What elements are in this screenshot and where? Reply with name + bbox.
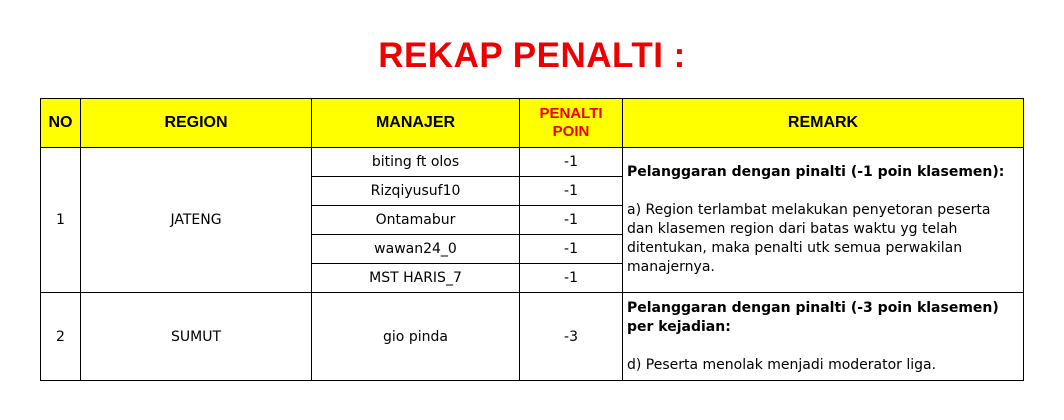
manajer-cell: Rizqiyusuf10 bbox=[312, 177, 520, 206]
header-penalti-poin bbox=[520, 99, 623, 148]
header-penalti-line1: PENALTI bbox=[539, 105, 603, 122]
manajer-cell: wawan24_0 bbox=[312, 235, 520, 264]
remark-cell bbox=[623, 148, 1024, 293]
manajer-cell: gio pinda bbox=[312, 293, 520, 381]
row-region: JATENG bbox=[81, 148, 312, 293]
header-no: NO bbox=[41, 99, 81, 148]
header-manajer: MANAJER bbox=[312, 99, 520, 148]
row-no: 1 bbox=[41, 148, 81, 293]
penalti-cell: -1 bbox=[520, 264, 623, 293]
row-region: SUMUT bbox=[81, 293, 312, 381]
penalti-cell: -1 bbox=[520, 148, 623, 177]
header-row bbox=[41, 99, 1024, 148]
row-no: 2 bbox=[41, 293, 81, 381]
penalti-cell: -1 bbox=[520, 177, 623, 206]
page-title: REKAP PENALTI : bbox=[378, 36, 686, 75]
header-remark: REMARK bbox=[623, 99, 1024, 148]
remark-text: d) Peserta menolak menjadi moderator liga. bbox=[627, 357, 937, 373]
table-row bbox=[41, 148, 1024, 177]
penalty-table bbox=[40, 98, 1024, 381]
table-row bbox=[41, 293, 1024, 381]
manajer-cell: MST HARIS_7 bbox=[312, 264, 520, 293]
manajer-cell: Ontamabur bbox=[312, 206, 520, 235]
header-penalti-line2: POIN bbox=[552, 123, 590, 140]
penalti-cell: -1 bbox=[520, 206, 623, 235]
remark-title: Pelanggaran dengan pinalti (-1 poin klasemen): bbox=[627, 164, 1005, 180]
penalti-cell: -3 bbox=[520, 293, 623, 381]
remark-cell bbox=[623, 293, 1024, 381]
manajer-cell: biting ft olos bbox=[312, 148, 520, 177]
header-region: REGION bbox=[81, 99, 312, 148]
penalti-cell: -1 bbox=[520, 235, 623, 264]
remark-text: a) Region terlambat melakukan penyetoran peserta dan klasemen region dari batas waktu yg telah ditentukan, maka penalti utk semua perwakilan manajernya. bbox=[627, 202, 991, 275]
remark-title: Pelanggaran dengan pinalti (-3 poin klasemen) per kejadian: bbox=[627, 300, 999, 335]
